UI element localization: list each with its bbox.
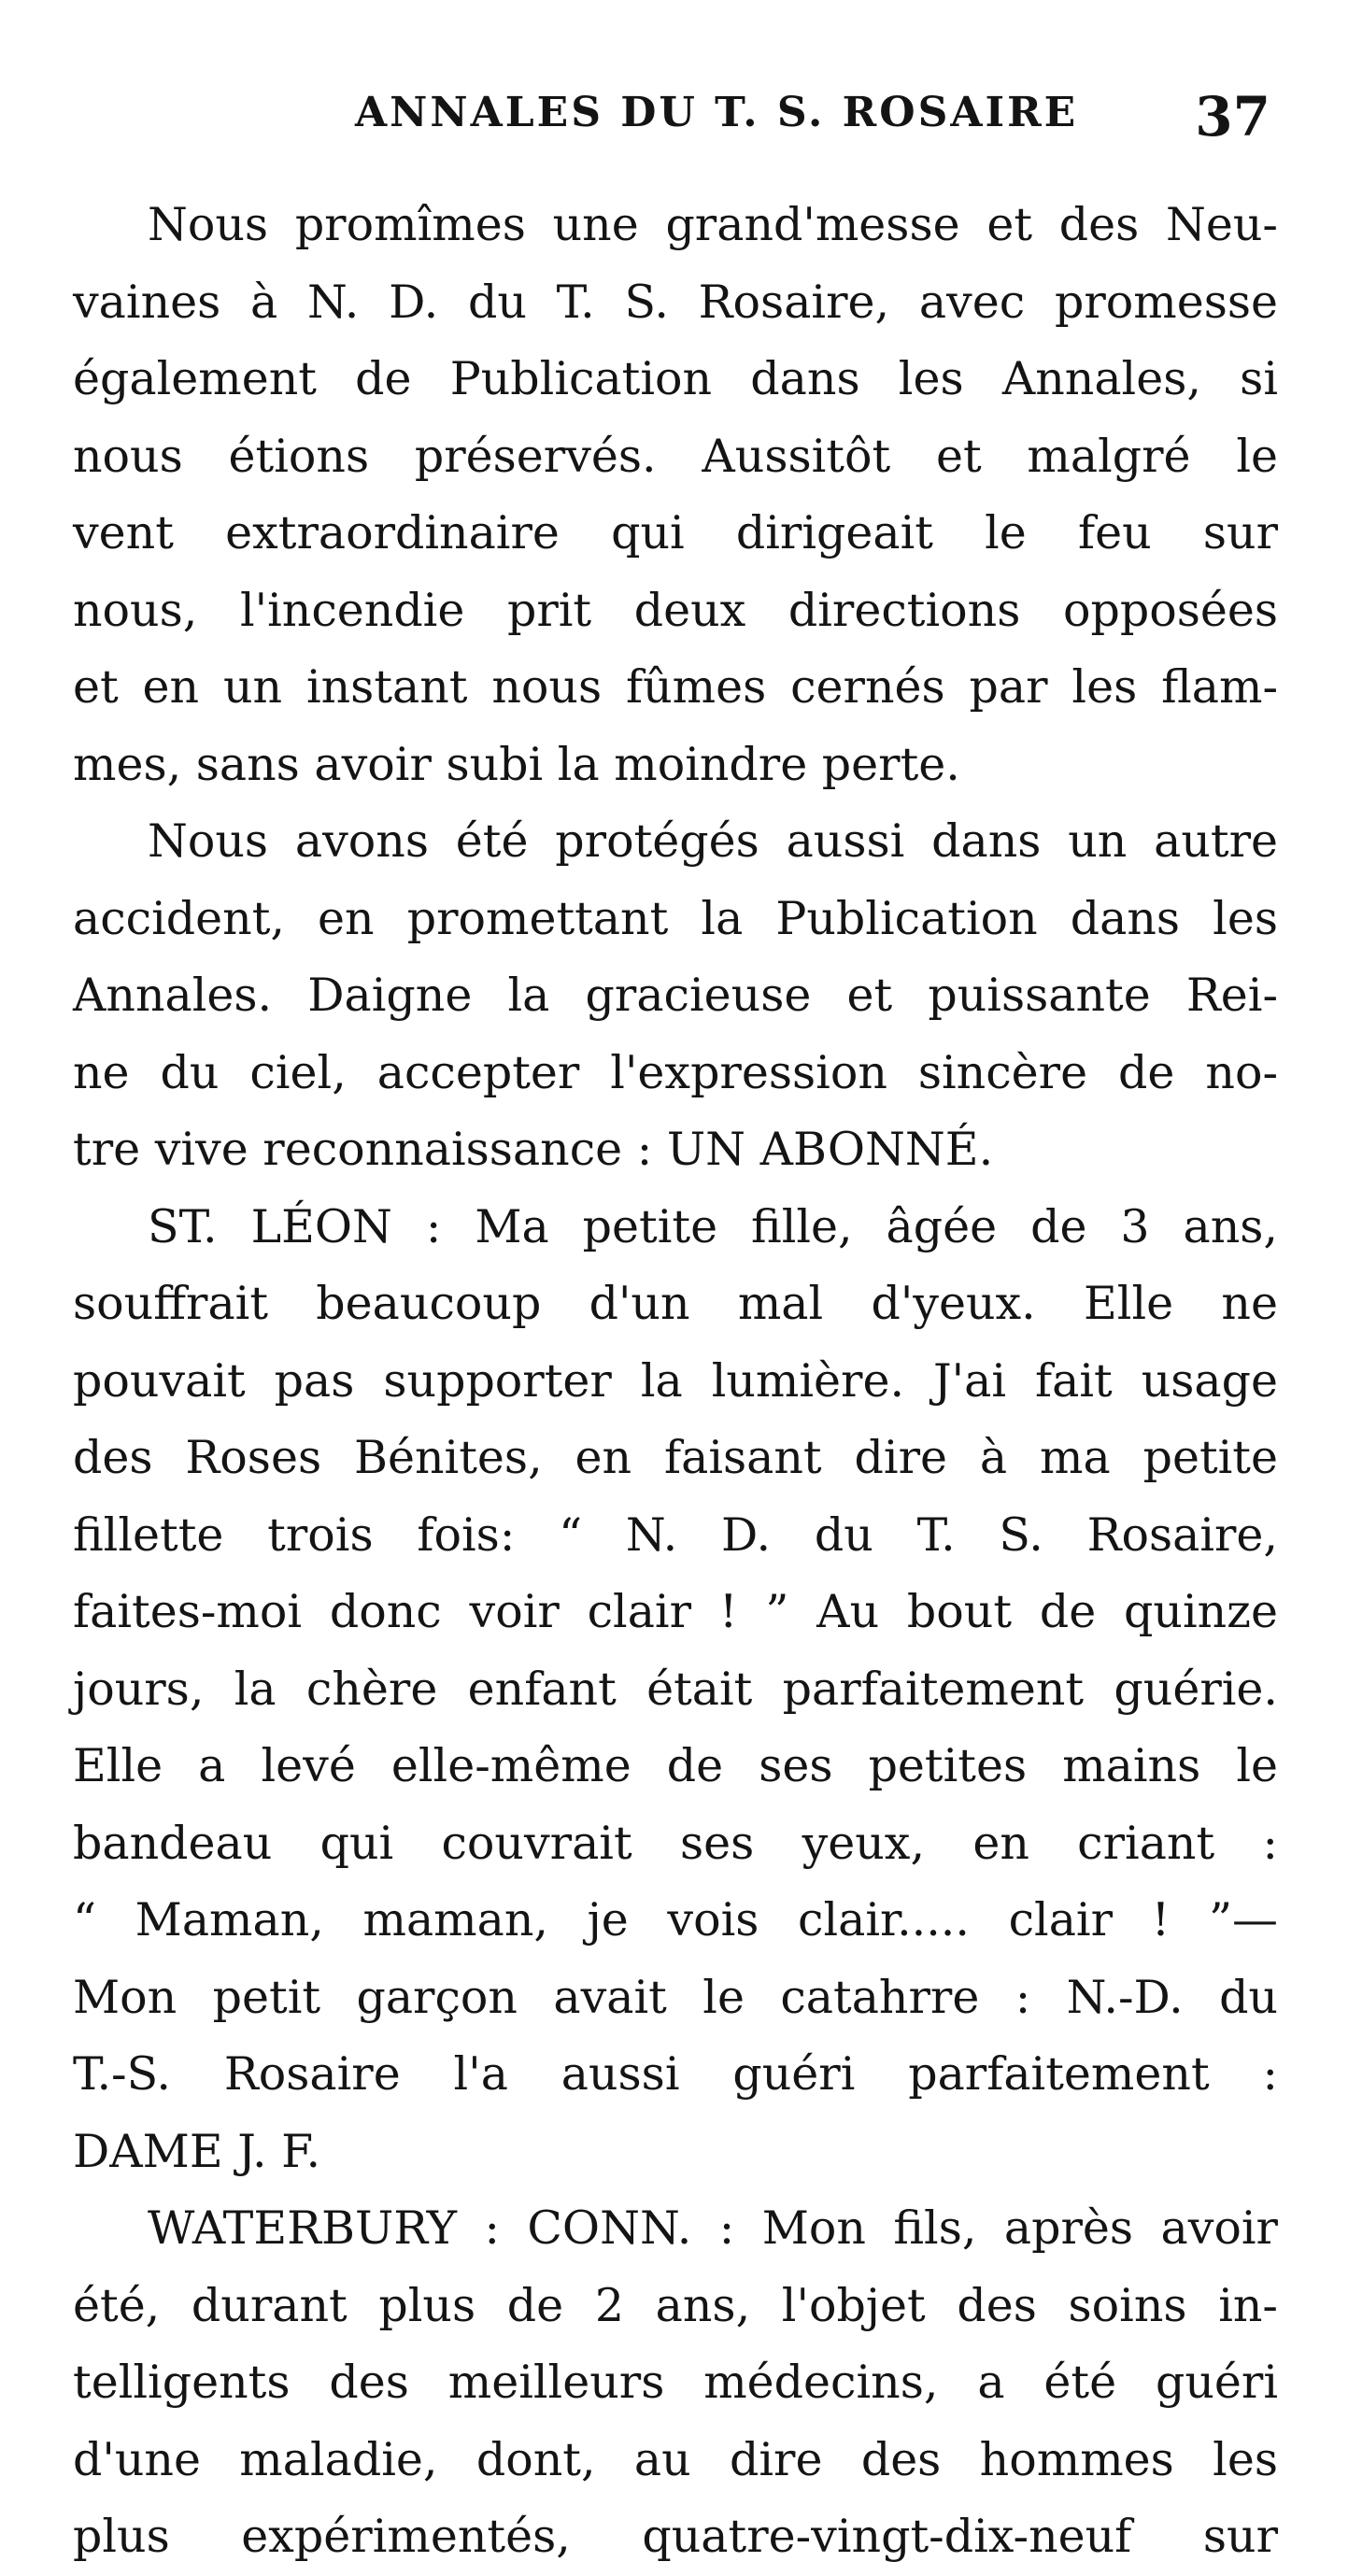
text-line: bandeau qui couvrait ses yeux, en criant : <box>73 1816 1278 1870</box>
paragraph-accident <box>73 803 1278 1189</box>
text-line: Nous promîmes une grand'messe et des Neu- <box>148 198 1278 251</box>
text-line: nous, l'incendie prit deux directions opposées <box>73 583 1278 637</box>
text-line: et en un instant nous fûmes cernés par les flam- <box>73 660 1278 714</box>
text-line: telligents des meilleurs médecins, a été guéri <box>73 2356 1278 2409</box>
text-line: Elle a levé elle-même de ses petites mains le <box>73 1739 1278 1792</box>
text-line: WATERBURY : CONN. : Mon fils, après avoir <box>148 2201 1278 2255</box>
text-line: Annales. Daigne la gracieuse et puissante Rei- <box>73 969 1278 1022</box>
text-line: d'une maladie, dont, au dire des hommes les <box>73 2432 1278 2486</box>
text-line: vent extraordinaire qui dirigeait le feu sur <box>73 506 1278 559</box>
text-line: été, durant plus de 2 ans, l'objet des soins in- <box>73 2278 1278 2332</box>
body-text <box>73 187 1278 2576</box>
text-line: accident, en promettant la Publication dans les <box>73 891 1278 945</box>
running-title: ANNALES DU T. S. ROSAIRE <box>355 89 1079 136</box>
text-line: pouvait pas supporter la lumière. J'ai fait usage <box>73 1353 1278 1408</box>
paragraph-st-leon <box>73 1189 1278 2191</box>
text-line: Nous avons été protégés aussi dans un autre <box>148 814 1278 868</box>
text-line: ne du ciel, accepter l'expression sincère de no- <box>73 1045 1278 1099</box>
paragraph-incendie <box>73 187 1278 803</box>
text-line: également de Publication dans les Annales, si <box>73 352 1278 405</box>
text-line: faites-moi donc voir clair ! ” Au bout de quinze <box>73 1585 1278 1638</box>
text-line: souffrait beaucoup d'un mal d'yeux. Elle ne <box>73 1277 1278 1330</box>
text-line: Mon petit garçon avait le catahrre : N.-D. du <box>73 1970 1278 2024</box>
paragraph-waterbury <box>73 2190 1278 2576</box>
text-line: tre vive reconnaissance : UN ABONNÉ. <box>73 1123 994 1176</box>
text-line: plus expérimentés, quatre-vingt-dix-neuf sur <box>73 2510 1278 2563</box>
page-number: 37 <box>1195 85 1270 149</box>
text-line: jours, la chère enfant était parfaitement guérie. <box>73 1662 1278 1716</box>
text-line: mes, sans avoir subi la moindre perte. <box>73 737 960 791</box>
text-line: vaines à N. D. du T. S. Rosaire, avec promesse <box>73 275 1278 329</box>
text-line: “ Maman, maman, je vois clair..... clair ! ”— <box>73 1893 1278 1946</box>
running-header <box>355 85 1270 163</box>
text-line: ST. LÉON : Ma petite fille, âgée de 3 ans, <box>148 1199 1278 1253</box>
text-line: DAME J. F. <box>73 2124 321 2178</box>
text-line: fillette trois fois: “ N. D. du T. S. Rosaire, <box>73 1507 1278 1562</box>
text-line: nous étions préservés. Aussitôt et malgré le <box>73 429 1278 483</box>
text-line: des Roses Bénites, en faisant dire à ma petite <box>73 1431 1278 1484</box>
text-line: T.-S. Rosaire l'a aussi guéri parfaitement : <box>73 2047 1278 2101</box>
